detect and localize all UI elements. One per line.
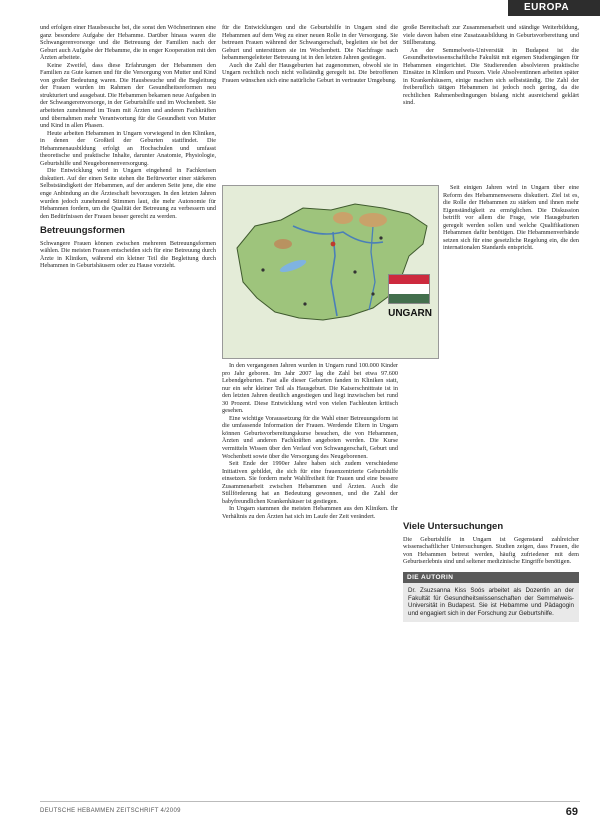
paragraph: Die Geburtshilfe in Ungarn ist Gegenstand zahlreicher wissenschaftlicher Untersuchungen. Studien zeigen, dass Frauen, die von Hebammen betreut werden, häufig zufriedener mit dem Geburtserlebnis sind und seltener medizinische Eingriffe benötigen. xyxy=(403,535,579,566)
subheading-betreuungsformen: Betreuungsformen xyxy=(40,225,125,237)
section-tab: EUROPA xyxy=(508,0,600,16)
page-number: 69 xyxy=(565,806,578,818)
paragraph: für die Entwicklungen und die Geburtshilfe in Ungarn sind die Hebammen auf dem Weg zu einer neuen Rolle in der Versorgung. Sie betreuen Frauen während der Schwangerschaft, begleiten sie bei der Geburt und unterstützen sie im Wochenbett. Die Nachfrage nach hebammengeleiteter Betreuung ist in den letzten Jahren gestiegen. xyxy=(222,24,398,62)
paragraph: Auch die Zahl der Hausgeburten hat zugenommen, obwohl sie in Ungarn rechtlich noch nicht vollständig geregelt ist. Die betroffenen Frauen wünschen sich eine natürliche Geburt in vertrauter Umgebung. xyxy=(222,61,398,84)
paragraph: Seit Ende der 1990er Jahre haben sich zudem verschiedene Initiativen gebildet, die sich für eine frauenzentrierte Geburtshilfe einsetzen. Sie fordern mehr Wahlfreiheit für Frauen und eine bessere Zusammenarbeit zwischen Hebammen und Ärzten. Auch die Stillförderung hat an Bedeutung gewonnen, und die Zahl der babyfreundlichen Krankenhäuser ist gestiegen. xyxy=(222,460,398,505)
author-heading: DIE AUTORIN xyxy=(403,572,579,584)
footer-rule xyxy=(40,801,580,802)
column-2-bottom xyxy=(222,362,398,782)
paragraph: Die Entwicklung wird in Ungarn eingehend in Fachkreisen diskutiert. Auf der einen Seite stehen die Befürworter einer stärkeren Selbstständigkeit der Hebammen, auf der anderen Seite jene, die eine enge Anbindung an die Ärzteschaft bevorzugen. In den letzten Jahren wurden jedoch zunehmend Stimmen laut, die mehr Autonomie für Hebammen fordern, um die Qualität der Betreuung zu verbessern und den Bedürfnissen der Frauen besser gerecht zu werden. xyxy=(40,167,216,220)
paragraph: große Bereitschaft zur Zusammenarbeit und ständige Weiterbildung, viele davon haben eine Zusatzausbildung in Geburtsvorbereitung und Stillberatung. xyxy=(403,24,579,47)
paragraph: An der Semmelweis-Universität in Budapest ist die Gesundheitswissenschaftliche Fakultät mit eigenen Studiengängen für Hebammen eingerichtet. Die Studierenden absolvieren praktische Einsätze in Kliniken und Praxen. Viele Absolventinnen arbeiten später in Krankenhäusern, einige machen sich selbstständig. Die Zahl der freiberuflich tätigen Hebammen ist jedoch noch gering, da die rechtlichen Rahmenbedingungen bislang nicht ausreichend geklärt sind. xyxy=(403,46,579,107)
column-3-top xyxy=(403,24,579,182)
column-3 xyxy=(403,24,579,784)
column-2-top xyxy=(222,24,398,182)
column-3-middle xyxy=(443,184,579,516)
paragraph: Eine wichtige Voraussetzung für die Wahl einer Betreuungsform ist die umfassende Information der Frauen. Werdende Eltern in Ungarn können Geburtsvorbereitungskurse besuchen, die von Hebammen, Ärzten und anderen Fachkräften angeboten werden. Die Kurse vermitteln Wissen über den Verlauf von Schwangerschaft, Geburt und Wochenbett sowie über die Versorgung des Neugeborenen. xyxy=(222,414,398,460)
column-1 xyxy=(40,24,216,784)
paragraph: In den vergangenen Jahren wurden in Ungarn rund 100.000 Kinder pro Jahr geboren. Im Jahr 2007 lag die Zahl bei etwa 97.600 Lebendgeburten. Fast alle dieser Geburten fanden in Kliniken statt, nur ein sehr kleiner Teil als Hausgeburt. Die Kaiserschnittrate ist in den letzten Jahren deutlich angestiegen und liegt inzwischen bei rund 30 Prozent. Diese Entwicklung wird von vielen Fachleuten kritisch gesehen. xyxy=(222,362,398,415)
country-label: UNGARN xyxy=(388,308,432,319)
paragraph: Heute arbeiten Hebammen in Ungarn vorwiegend in den Kliniken, in denen der Großteil der Geburten stattfindet. Die Hebammenausbildung erfolgt an Hochschulen und umfasst theoretische und praktische Inhalte, darunter Anatomie, Physiologie, Geburtshilfe und Neugeborenenversorgung. xyxy=(40,129,216,167)
footer-publication: DEUTSCHE HEBAMMEN ZEITSCHRIFT 4/2009 xyxy=(40,808,181,814)
author-box xyxy=(403,572,579,622)
paragraph: Schwangere Frauen können zwischen mehreren Betreuungsformen wählen. Die meisten Frauen entscheiden sich für eine Betreuung durch Ärzte in Kliniken, während ein kleiner Teil die Begleitung durch Hebammen in Geburtshäusern oder zu Hause vorzieht. xyxy=(40,239,216,270)
paragraph: Keine Zweifel, dass diese Erfahrungen der Hebammen den Familien zu Gute kamen und für die Versorgung von Mutter und Kind von großer Bedeutung waren. Die Hausbesuche und die Begleitung der Frauen wurden im Rahmen der Gesundheitsreformen neu strukturiert und ausgebaut. Die Hebammen bekamen neue Aufgaben in der Schwangerenvorsorge, in der Geburtshilfe und im Wochenbett. Sie arbeiteten zunehmend im Team mit Ärzten und anderen Fachkräften und übernahmen mehr Verantwortung für die Gesundheit von Mutter und Kind in allen Phasen. xyxy=(40,61,216,130)
paragraph: Seit einigen Jahren wird in Ungarn über eine Reform des Hebammenwesens diskutiert. Ziel ist es, die Rolle der Hebammen zu stärken und ihnen mehr Eigenständigkeit zu ermöglichen. Die Diskussion betrifft vor allem die Frage, wie Hausgeburten geregelt werden sollen und welche Qualifikationen Hebammen dafür benötigen. Die Hebammenverbände setzen sich für eine gesetzliche Regelung ein, die den internationalen Standards entspricht. xyxy=(443,184,579,252)
paragraph: In Ungarn stammen die meisten Hebammen aus den Kliniken. Ihr Verhältnis zu den Ärzten hat sich im Laufe der Zeit verändert. xyxy=(222,505,398,520)
author-text: Dr. Zsuzsanna Kiss Soós arbeitet als Dozentin an der Fakultät für Gesundheitswissenschaften der Semmelweis-Universität in Budapest. Sie ist Hebamme und Pädagogin und engagiert sich in der Forschung zur Geburtshilfe. xyxy=(403,583,579,621)
paragraph: und erfolgen einer Hausbesuche bei, die sonst den Wöchnerinnen eine ganz besondere Aufgabe der Hebamme. Darüber hinaus waren die Schwangerenvorsorge und die Betreuung der Familien nach der Geburt auch Aufgabe der Hebamme, die in enger Kooperation mit den Ärzten arbeitete. xyxy=(40,24,216,62)
subheading-untersuchungen: Viele Untersuchungen xyxy=(403,521,504,532)
